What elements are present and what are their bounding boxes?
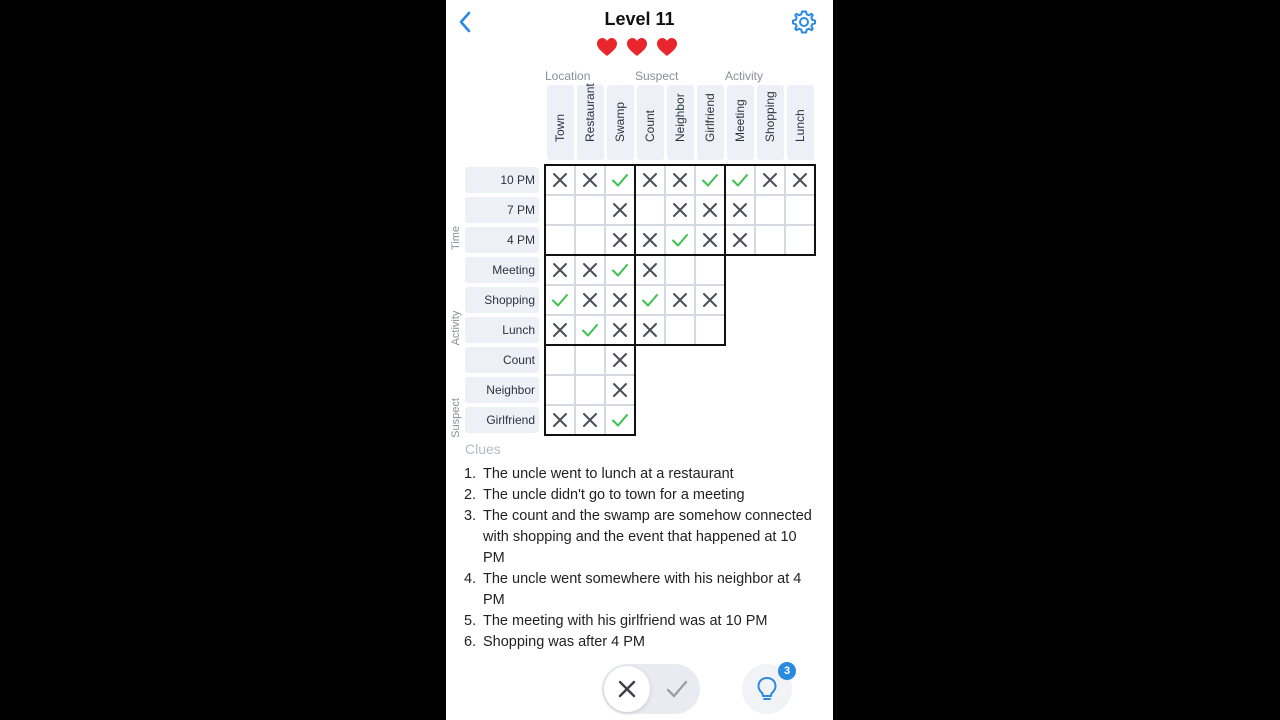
grid-cell[interactable] [545, 405, 575, 435]
grid-cell[interactable] [665, 315, 695, 345]
check-mark-icon [641, 291, 659, 309]
cross-mark-icon [581, 291, 599, 309]
grid-cell[interactable] [755, 195, 785, 225]
check-mark-icon [551, 291, 569, 309]
check-mark-icon [731, 171, 749, 189]
grid-cell[interactable] [575, 315, 605, 345]
grid-cell[interactable] [785, 225, 815, 255]
row-header [465, 287, 539, 313]
column-header-label: Shopping [763, 91, 777, 142]
check-mark-icon [581, 321, 599, 339]
column-header [787, 85, 814, 160]
grid-cell[interactable] [545, 195, 575, 225]
column-header-label: Restaurant [583, 83, 597, 142]
grid-cell[interactable] [545, 255, 575, 285]
clue-number: 1. [464, 466, 477, 482]
clue-item [464, 569, 816, 611]
clue-text: The uncle went to lunch at a restaurant [483, 466, 734, 482]
clue-text: The uncle went somewhere with his neighbor at 4 PM [483, 571, 802, 608]
row-header [465, 317, 539, 343]
column-header [727, 85, 754, 160]
column-header-label: Count [643, 109, 657, 142]
clues-list [464, 464, 816, 653]
row-header [465, 377, 539, 403]
cross-mode-button[interactable] [604, 666, 650, 712]
cross-mark-icon [551, 261, 569, 279]
grid-cell[interactable] [695, 285, 725, 315]
grid-cell[interactable] [545, 165, 575, 195]
cross-mark-icon [611, 291, 629, 309]
clue-item [464, 632, 816, 653]
cross-mark-icon [701, 231, 719, 249]
grid-cell[interactable] [605, 405, 635, 435]
grid-cell[interactable] [785, 165, 815, 195]
lightbulb-icon [754, 675, 780, 703]
cross-mark-icon [581, 411, 599, 429]
grid-cell[interactable] [635, 255, 665, 285]
cross-mark-icon [791, 171, 809, 189]
cross-mark-icon [611, 321, 629, 339]
clue-number: 2. [464, 487, 477, 503]
cross-icon [616, 678, 638, 700]
check-mark-icon [611, 171, 629, 189]
grid-cell[interactable] [695, 255, 725, 285]
grid-cell[interactable] [605, 195, 635, 225]
level-title: Level 11 [604, 9, 675, 29]
column-header-label: Lunch [793, 109, 807, 142]
grid-cell[interactable] [635, 225, 665, 255]
grid-cell[interactable] [575, 375, 605, 405]
column-group-label: Activity [725, 69, 764, 83]
grid-cell[interactable] [755, 165, 785, 195]
grid-cell[interactable] [695, 315, 725, 345]
settings-button[interactable] [790, 8, 818, 36]
cross-mark-icon [731, 231, 749, 249]
grid-cell[interactable] [635, 315, 665, 345]
column-header [757, 85, 784, 160]
grid-cell[interactable] [605, 255, 635, 285]
column-header [667, 85, 694, 160]
grid-cell[interactable] [725, 165, 755, 195]
cross-mark-icon [671, 171, 689, 189]
grid-cell[interactable] [575, 195, 605, 225]
check-mark-icon [671, 231, 689, 249]
grid-cell[interactable] [695, 195, 725, 225]
column-header-label: Girlfriend [703, 93, 717, 142]
clue-text: The uncle didn't go to town for a meeting [483, 487, 745, 503]
column-header-label: Swamp [613, 101, 627, 142]
clue-text: The meeting with his girlfriend was at 10 PM [483, 613, 768, 629]
grid-cell[interactable] [725, 195, 755, 225]
gear-icon [790, 8, 818, 36]
cross-mark-icon [671, 291, 689, 309]
cross-mark-icon [641, 231, 659, 249]
grid-cell[interactable] [695, 165, 725, 195]
clue-text: Shopping was after 4 PM [483, 634, 646, 650]
check-mark-icon [611, 261, 629, 279]
clue-item [464, 506, 816, 569]
row-header [465, 347, 539, 373]
grid-cell[interactable] [575, 345, 605, 375]
hint-count-badge: 3 [778, 662, 796, 680]
grid-cell[interactable] [725, 225, 755, 255]
grid-cell[interactable] [665, 225, 695, 255]
row-header [465, 257, 539, 283]
column-group-label: Location [545, 69, 591, 83]
grid-cell[interactable] [545, 375, 575, 405]
cross-mark-icon [611, 381, 629, 399]
clue-number: 6. [464, 634, 477, 650]
grid-cell[interactable] [695, 225, 725, 255]
grid-cell[interactable] [575, 225, 605, 255]
row-group-label: Activity [450, 310, 462, 346]
cross-mark-icon [581, 261, 599, 279]
row-header-label: Girlfriend [486, 413, 535, 427]
column-header [577, 85, 604, 160]
row-header-label: Lunch [502, 323, 535, 337]
check-mode-button[interactable] [654, 666, 700, 712]
column-header [637, 85, 664, 160]
grid-cell[interactable] [605, 375, 635, 405]
grid-cell[interactable] [665, 195, 695, 225]
lives-indicator [596, 37, 684, 59]
column-group-label: Suspect [635, 69, 679, 83]
cross-mark-icon [731, 201, 749, 219]
grid-cell[interactable] [545, 345, 575, 375]
grid-cell[interactable] [635, 165, 665, 195]
clue-item [464, 485, 816, 506]
row-group-label: Time [450, 225, 462, 251]
grid-cell[interactable] [665, 285, 695, 315]
cross-mark-icon [761, 171, 779, 189]
cross-mark-icon [641, 261, 659, 279]
grid-cell[interactable] [545, 285, 575, 315]
row-header [465, 197, 539, 223]
clue-item [464, 611, 816, 632]
row-header [465, 227, 539, 253]
row-header-label: Meeting [492, 263, 535, 277]
heart-icon [656, 37, 678, 57]
check-mark-icon [701, 171, 719, 189]
grid-cell[interactable] [545, 225, 575, 255]
cross-mark-icon [551, 321, 569, 339]
grid-cell[interactable] [605, 165, 635, 195]
heart-icon [626, 37, 648, 57]
clues-heading: Clues [465, 441, 501, 457]
cross-mark-icon [611, 231, 629, 249]
grid-cell[interactable] [575, 165, 605, 195]
grid-cell[interactable] [605, 225, 635, 255]
game-screen [446, 0, 833, 720]
grid-cell[interactable] [605, 315, 635, 345]
grid-cell[interactable] [605, 285, 635, 315]
row-header [465, 407, 539, 433]
clue-number: 3. [464, 508, 477, 524]
heart-icon [596, 37, 618, 57]
grid-cell[interactable] [575, 285, 605, 315]
column-header-label: Neighbor [673, 93, 687, 142]
clue-number: 4. [464, 571, 477, 587]
grid-cell[interactable] [785, 195, 815, 225]
grid-cell[interactable] [575, 405, 605, 435]
check-icon [665, 678, 689, 700]
column-header-label: Meeting [733, 99, 747, 142]
cross-mark-icon [581, 171, 599, 189]
grid-cell[interactable] [665, 165, 695, 195]
cross-mark-icon [551, 411, 569, 429]
row-header-label: Shopping [484, 293, 535, 307]
cross-mark-icon [701, 201, 719, 219]
grid-cell[interactable] [545, 315, 575, 345]
cross-mark-icon [671, 201, 689, 219]
grid-cell[interactable] [755, 225, 785, 255]
grid-cell[interactable] [665, 255, 695, 285]
clue-item [464, 464, 816, 485]
row-header-label: Count [502, 353, 535, 367]
cross-mark-icon [701, 291, 719, 309]
column-header [547, 85, 574, 160]
cross-mark-icon [641, 171, 659, 189]
cross-mark-icon [611, 201, 629, 219]
row-header-label: 10 PM [500, 173, 535, 187]
grid-cell[interactable] [635, 285, 665, 315]
grid-cell[interactable] [635, 195, 665, 225]
column-header [697, 85, 724, 160]
row-header-label: 7 PM [506, 203, 535, 217]
row-header-label: Neighbor [486, 383, 535, 397]
clue-text: The count and the swamp are somehow connected with shopping and the event that happened at 10 PM [483, 508, 812, 566]
row-group-label: Suspect [450, 398, 462, 438]
cross-mark-icon [551, 171, 569, 189]
clue-number: 5. [464, 613, 477, 629]
row-header-label: 4 PM [506, 233, 535, 247]
check-mark-icon [611, 411, 629, 429]
cross-mark-icon [611, 351, 629, 369]
row-header [465, 167, 539, 193]
cross-mark-icon [641, 321, 659, 339]
column-header-label: Town [553, 113, 567, 142]
column-header [607, 85, 634, 160]
grid-cell[interactable] [605, 345, 635, 375]
grid-cell[interactable] [575, 255, 605, 285]
